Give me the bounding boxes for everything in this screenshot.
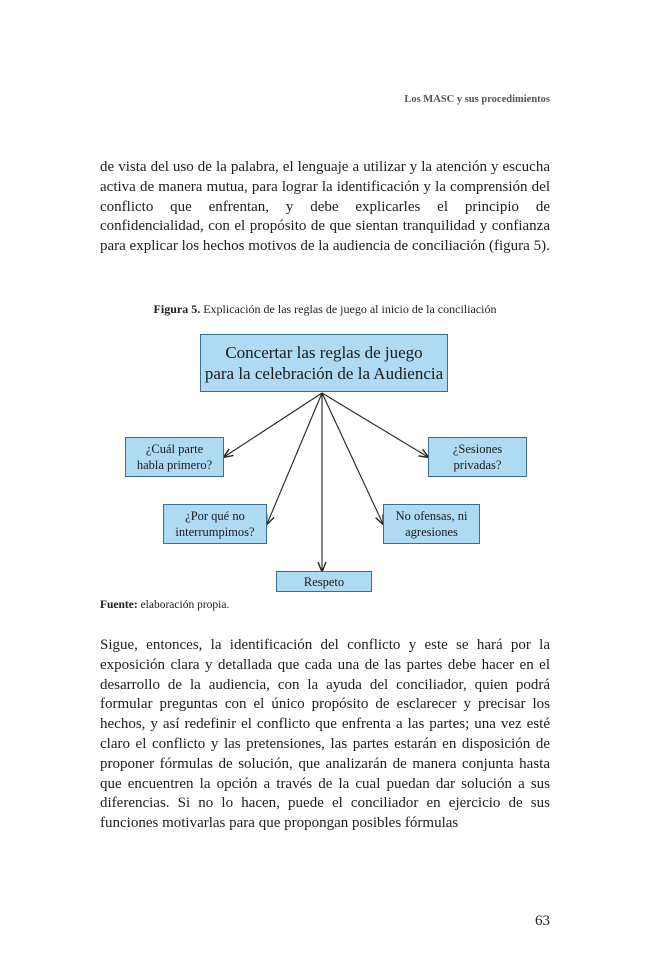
figure-caption-text: Explicación de las reglas de juego al inicio de la conciliación	[203, 302, 497, 316]
main-box-line-2: para la celebración de la Audiencia	[204, 364, 444, 383]
figure-label: Figura 5.	[153, 302, 201, 316]
box-porque-line-2: interrumpimos?	[175, 525, 255, 539]
page-number: 63	[535, 913, 550, 929]
arrow-to-sesiones	[322, 393, 428, 457]
box-sesiones-line-2: privadas?	[453, 458, 502, 472]
box-respeto-label: Respeto	[303, 574, 345, 589]
box-sesiones-privadas	[428, 437, 527, 477]
main-box-line-1: Concertar las reglas de juego	[225, 343, 423, 362]
box-no-ofensas-line-1: No ofensas, ni	[395, 509, 468, 523]
body-paragraph-2: Sigue, entonces, la identificación del conflicto y este se hará por la exposición clara y detallada que cada una de las partes debe hacer en el desarrollo de la audiencia, con la ayuda del conciliador, quien podrá formular preguntas con el único propósito de esclarecer y precisar los hechos, y así redefinir el conflicto que enfrenta a las partes; una vez esté claro el conflicto y las pretensiones, las partes estarán en disposición de proponer fórmulas de solución, que analizarán de manera conjunta hasta que encuentren la opción a través de la cual puedan dar solución a sus diferencias. Si no lo hacen, puede el conciliador en ejercicio de sus funciones motivarlas para que propongan posibles fórmulas	[100, 637, 550, 832]
body-paragraph-1: de vista del uso de la palabra, el lenguaje a utilizar y la atención y escucha activa de manera mutua, para lograr la identificación y la comprensión del conflicto que enfrentan, y debe explicarles el principio de confidencialidad, con el propósito de que sientan tranquilidad y confianza para explicar los hechos motivos de la audiencia de conciliación (figura 5).	[100, 159, 550, 255]
box-respeto	[276, 571, 372, 592]
box-no-ofensas	[383, 504, 480, 544]
arrow-to-no-ofensas	[322, 393, 383, 524]
arrow-to-cual	[224, 393, 322, 457]
source-label: Fuente:	[100, 599, 138, 611]
running-header: Los MASC y sus procedimientos	[404, 94, 550, 105]
box-porque-line-1: ¿Por qué no	[185, 509, 245, 523]
figure-source	[100, 599, 229, 611]
box-por-que-no	[163, 504, 267, 544]
box-cual-line-1: ¿Cuál parte	[145, 442, 204, 456]
box-sesiones-line-1: ¿Sesiones	[452, 442, 503, 456]
main-concept-box	[200, 334, 448, 392]
box-no-ofensas-line-2: agresiones	[405, 525, 458, 539]
arrow-to-porque	[267, 393, 322, 524]
source-text: elaboración propia.	[137, 599, 230, 611]
box-cual-line-2: habla primero?	[136, 458, 213, 472]
box-cual-parte	[125, 437, 224, 477]
